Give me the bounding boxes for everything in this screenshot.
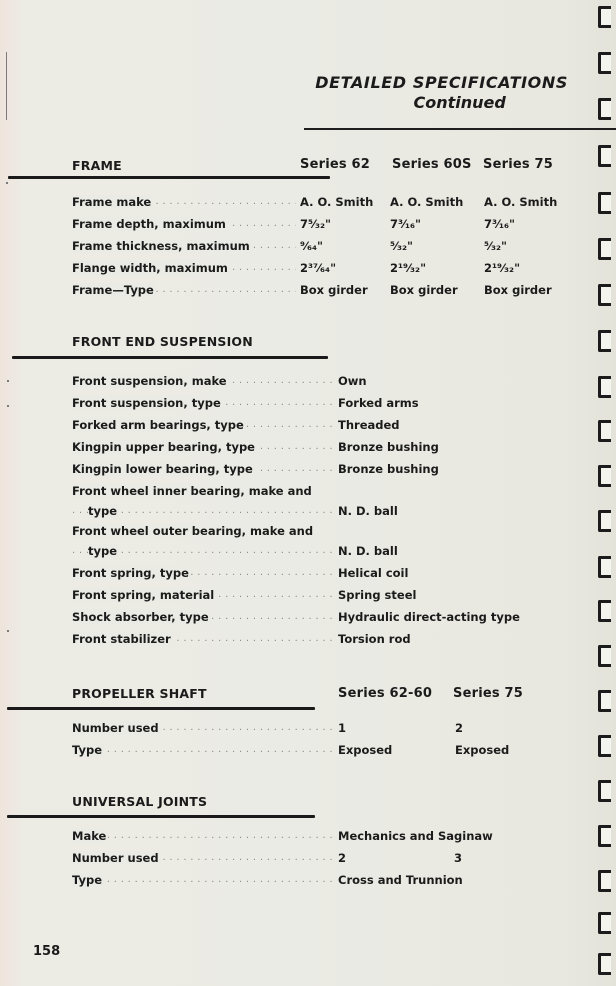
spec-row [72,718,464,738]
spec-label: Kingpin upper bearing, type . . . [72,437,334,457]
spec-value: 7³⁄₁₆" [484,217,516,231]
spec-label: type . . . [72,501,334,521]
spec-value: Exposed [455,743,510,757]
spec-row [72,848,463,868]
spec-label: Front spring, type . . . [72,563,334,583]
spec-row-label-line [72,481,334,501]
spec-label: Frame—Type . . . [72,280,296,300]
spec-row [72,214,516,234]
spec-row [72,585,417,605]
spec-row [72,740,510,760]
spec-label: Front suspension, make . . . [72,371,334,391]
page-title [315,73,568,113]
spec-value: N. D. ball [338,544,398,558]
margin-dot [7,380,9,382]
binding-ring [598,465,611,487]
page-number: 158 [33,944,61,959]
spec-value: Box girder [390,283,458,297]
binding-ring [598,510,611,532]
spec-row [72,415,400,435]
spec-value: Forked arms [338,396,419,410]
spec-label: Type . . . [72,740,334,760]
spec-row-label-line [72,521,334,541]
spec-row [72,607,520,627]
spec-value: Box girder [484,283,552,297]
page-title-sub: Continued [413,93,506,112]
spec-label: Frame make . . . [72,192,296,212]
binding-ring [598,600,611,622]
spec-value: Helical coil [338,566,409,580]
spec-label: Number used . . . [72,848,334,868]
binding-ring [598,780,611,802]
section-rule [7,815,315,818]
section-rule [7,707,315,710]
spec-label: Front spring, material . . . [72,585,334,605]
spec-label: Front wheel outer bearing, make and [72,524,314,538]
column-header: Series 75 [453,686,524,701]
spec-label: type . . . [72,541,334,561]
spec-value: 2 [338,851,347,865]
binding-ring [598,690,611,712]
binding-ring [598,870,611,892]
spec-label: Make . . . [72,826,334,846]
spec-row [72,192,558,212]
binding-ring [598,98,611,120]
spec-label: Front wheel inner bearing, make and [72,484,312,498]
spec-value: 7³⁄₁₆" [390,217,422,231]
spec-row [72,826,493,846]
binding-ring [598,284,611,306]
section-rule [12,356,328,359]
spec-row [72,393,419,413]
binding-ring [598,912,611,934]
binding-ring [598,953,611,975]
margin-dot [6,182,8,184]
column-header: Series 62 [300,157,371,172]
margin-dot [7,630,9,632]
spec-value: Bronze bushing [338,462,439,476]
section-rule [8,176,330,179]
binding-ring [598,556,611,578]
binding-ring [598,825,611,847]
binding-ring [598,238,611,260]
spec-row [72,563,409,583]
spec-value: Bronze bushing [338,440,439,454]
spec-label: Flange width, maximum . . . [72,258,296,278]
spec-value: A. O. Smith [390,195,464,209]
binding-ring [598,6,611,28]
spec-value: 1 [338,721,347,735]
spec-value: 2¹⁹⁄₃₂" [390,261,427,275]
spec-row [72,501,398,521]
spec-label: Type . . . [72,870,334,890]
spec-label: Number used . . . [72,718,334,738]
spec-value: Spring steel [338,588,417,602]
spec-value: N. D. ball [338,504,398,518]
spec-label: Front stabilizer . . . [72,629,334,649]
spec-value: 2³⁷⁄₆₄" [300,261,337,275]
spec-value: Torsion rod [338,632,411,646]
section-title-propeller-shaft: PROPELLER SHAFT [72,686,207,701]
spec-value: Exposed [338,743,393,757]
section-title-front-end-suspension: FRONT END SUSPENSION [72,334,253,349]
spec-row [72,541,398,561]
spec-value: ⁵⁄₃₂" [390,239,414,253]
binding-ring [598,376,611,398]
spec-label: Kingpin lower bearing, type . . . [72,459,334,479]
spec-value: ⁵⁄₃₂" [484,239,508,253]
spec-value: Threaded [338,418,400,432]
spec-row [72,437,439,457]
spec-value: Box girder [300,283,368,297]
binding-ring [598,145,611,167]
spec-value: Mechanics and Saginaw [338,829,493,843]
spec-value: 2 [455,721,464,735]
spec-value: Own [338,374,367,388]
binding-ring [598,645,611,667]
spec-row [72,258,521,278]
section-title-frame: FRAME [72,158,122,173]
spec-label: Frame depth, maximum . . . [72,214,296,234]
page-title-main: DETAILED SPECIFICATIONS [315,73,568,92]
spec-label: Forked arm bearings, type . . . [72,415,334,435]
binding-ring [598,420,611,442]
binding-ring [598,52,611,74]
binding-ring [598,330,611,352]
spec-label: Shock absorber, type . . . [72,607,334,627]
spec-row [72,371,367,391]
column-header: Series 60S [392,157,472,172]
spec-label: Frame thickness, maximum . . . [72,236,296,256]
column-header: Series 75 [483,157,554,172]
spec-value: A. O. Smith [484,195,558,209]
spec-value: Cross and Trunnion [338,873,463,887]
margin-dot [7,405,9,407]
binding-ring [598,192,611,214]
spec-value: Hydraulic direct-acting type [338,610,520,624]
spec-value: ⁹⁄₆₄" [300,239,324,253]
spec-row [72,280,552,300]
spec-value: A. O. Smith [300,195,374,209]
spec-row [72,629,411,649]
spec-label: Front suspension, type . . . [72,393,334,413]
section-title-universal-joints: UNIVERSAL JOINTS [72,794,208,809]
spec-value: 2¹⁹⁄₃₂" [484,261,521,275]
spec-row [72,236,508,256]
spec-row [72,459,439,479]
spec-row [72,870,463,890]
title-rule [304,128,616,130]
margin-line [6,52,7,120]
spec-value: 7⁵⁄₃₂" [300,217,332,231]
binding-ring [598,735,611,757]
spec-value: 3 [454,851,463,865]
column-header: Series 62-60 [338,686,433,701]
